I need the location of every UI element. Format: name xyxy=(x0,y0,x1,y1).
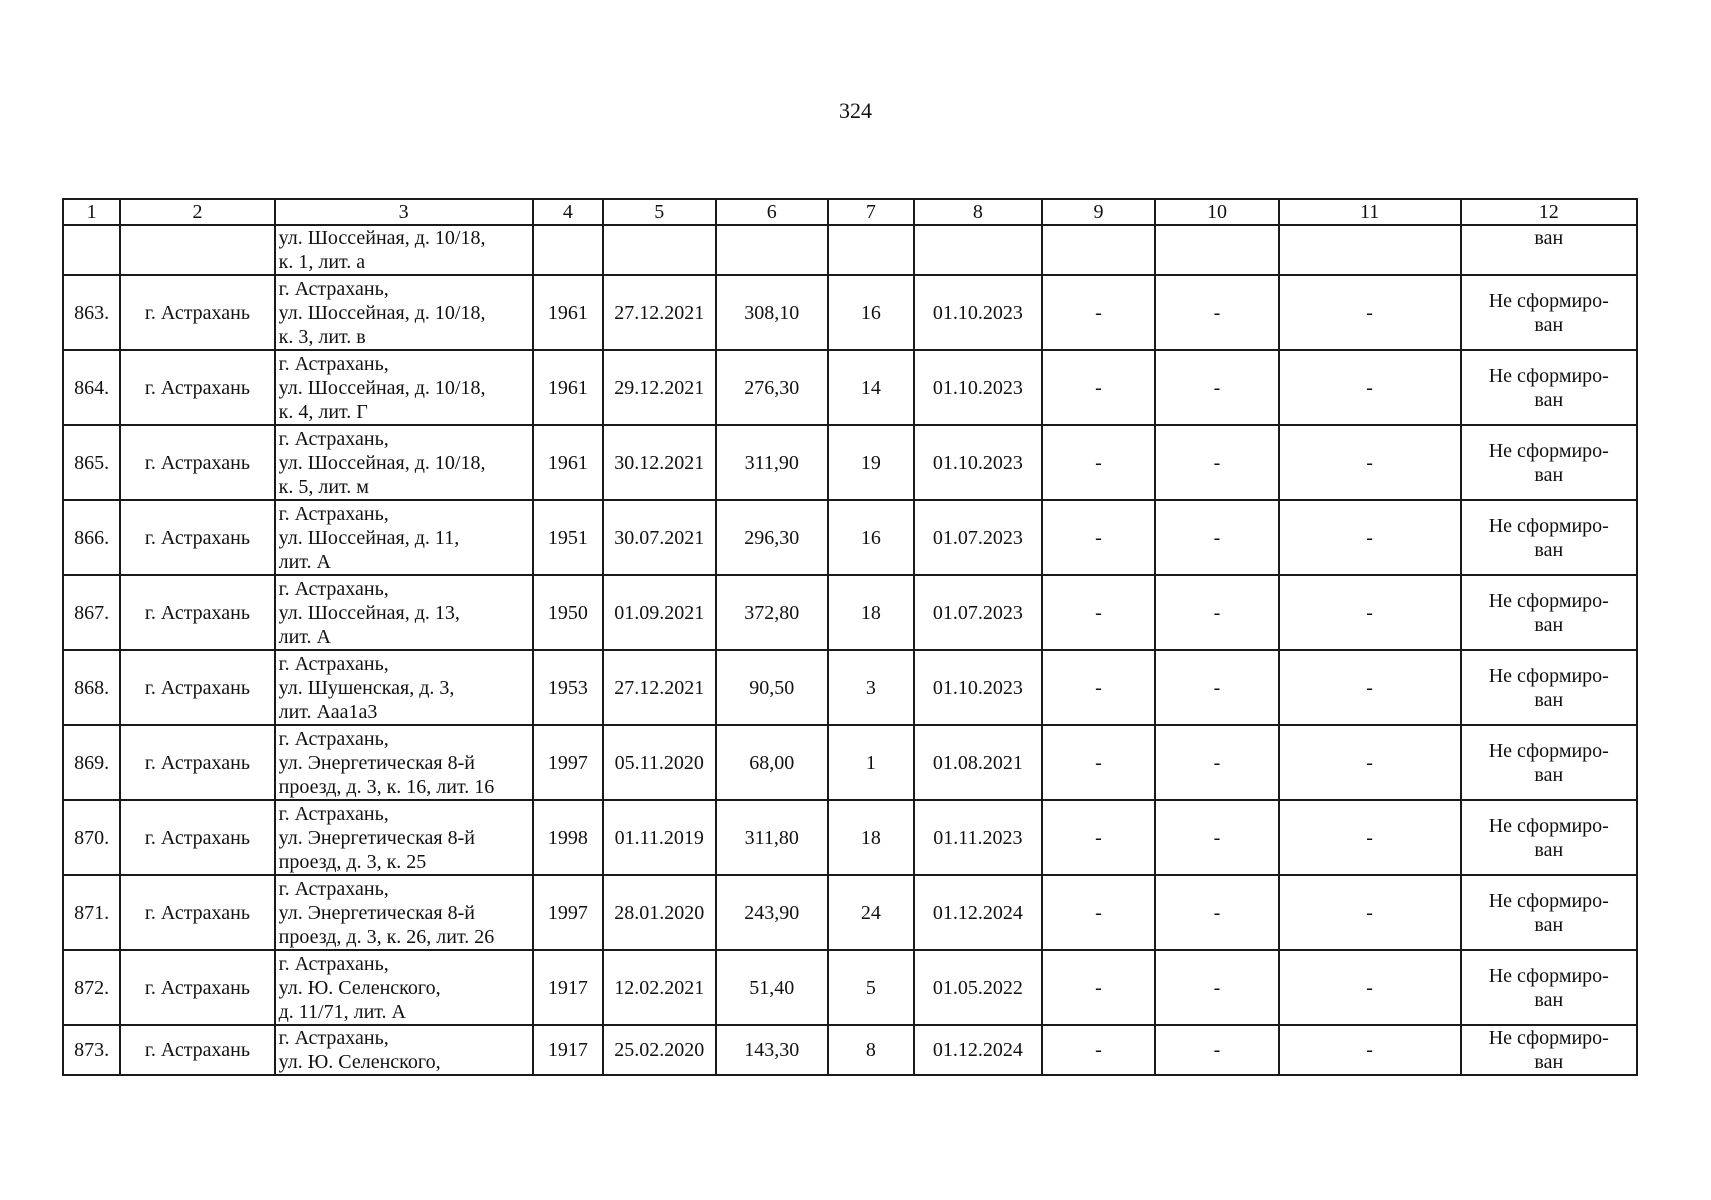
cell-col10: - xyxy=(1155,350,1278,425)
cell-year: 1961 xyxy=(533,350,604,425)
status-line: Не сформиро- xyxy=(1488,1027,1609,1049)
cell-city: г. Астрахань xyxy=(120,425,274,500)
cell-status xyxy=(1461,950,1637,1025)
cell-col10 xyxy=(1155,225,1278,275)
status-line: ван xyxy=(1534,763,1564,786)
table-row xyxy=(63,950,1637,1025)
cell-status xyxy=(1461,500,1637,575)
address-line: г. Астрахань, xyxy=(278,427,389,450)
cell-area: 51,40 xyxy=(716,950,828,1025)
cell-col10: - xyxy=(1155,650,1278,725)
cell-year: 1917 xyxy=(533,950,604,1025)
cell-col9: - xyxy=(1042,425,1156,500)
column-number-2: 2 xyxy=(120,199,274,225)
cell-col11: - xyxy=(1279,950,1461,1025)
cell-status xyxy=(1461,425,1637,500)
cell-status xyxy=(1461,225,1637,275)
cell-num: 864. xyxy=(63,350,120,425)
cell-col11: - xyxy=(1279,500,1461,575)
cell-year: 1917 xyxy=(533,1025,604,1075)
cell-date: 05.11.2020 xyxy=(603,725,715,800)
cell-year: 1951 xyxy=(533,500,604,575)
cell-col10: - xyxy=(1155,950,1278,1025)
cell-col10: - xyxy=(1155,575,1278,650)
cell-city: г. Астрахань xyxy=(120,650,274,725)
status-line: ван xyxy=(1534,838,1564,861)
cell-count: 1 xyxy=(828,725,914,800)
cell-col11: - xyxy=(1279,800,1461,875)
status-line: Не сформиро- xyxy=(1488,289,1609,312)
cell-area: 68,00 xyxy=(716,725,828,800)
cell-col9: - xyxy=(1042,275,1156,350)
cell-city: г. Астрахань xyxy=(120,950,274,1025)
cell-col11: - xyxy=(1279,350,1461,425)
cell-city: г. Астрахань xyxy=(120,575,274,650)
cell-col11: - xyxy=(1279,650,1461,725)
status-line: ван xyxy=(1534,613,1564,636)
cell-col10: - xyxy=(1155,425,1278,500)
cell-date: 30.07.2021 xyxy=(603,500,715,575)
cell-address xyxy=(275,950,533,1025)
cell-area: 143,30 xyxy=(716,1025,828,1075)
status-line: Не сформиро- xyxy=(1488,964,1609,987)
address-line: к. 1, лит. а xyxy=(278,251,366,273)
cell-date: 27.12.2021 xyxy=(603,275,715,350)
address-line: лит. А xyxy=(278,550,331,573)
cell-year: 1997 xyxy=(533,875,604,950)
address-line: г. Астрахань, xyxy=(278,577,389,600)
cell-area: 372,80 xyxy=(716,575,828,650)
cell-col11: - xyxy=(1279,425,1461,500)
cell-address xyxy=(275,875,533,950)
table-row xyxy=(63,425,1637,500)
cell-date: 01.09.2021 xyxy=(603,575,715,650)
cell-num: 863. xyxy=(63,275,120,350)
address-line: ул. Энергетическая 8-й xyxy=(278,901,475,924)
address-line: ул. Ю. Селенского, xyxy=(278,1051,441,1073)
cell-col10: - xyxy=(1155,725,1278,800)
cell-status xyxy=(1461,725,1637,800)
status-line: ван xyxy=(1534,227,1564,249)
cell-date: 01.11.2019 xyxy=(603,800,715,875)
column-number-8: 8 xyxy=(914,199,1042,225)
cell-status xyxy=(1461,800,1637,875)
cell-status xyxy=(1461,575,1637,650)
cell-col9: - xyxy=(1042,725,1156,800)
table-row xyxy=(63,800,1637,875)
cell-date: 12.02.2021 xyxy=(603,950,715,1025)
column-number-11: 11 xyxy=(1279,199,1461,225)
cell-col9: - xyxy=(1042,950,1156,1025)
address-line: ул. Энергетическая 8-й xyxy=(278,751,475,774)
address-line: г. Астрахань, xyxy=(278,802,389,825)
status-line: Не сформиро- xyxy=(1488,364,1609,387)
cell-city: г. Астрахань xyxy=(120,350,274,425)
cell-col9: - xyxy=(1042,350,1156,425)
cell-area: 296,30 xyxy=(716,500,828,575)
cell-count: 16 xyxy=(828,500,914,575)
status-line: Не сформиро- xyxy=(1488,439,1609,462)
address-line: ул. Энергетическая 8-й xyxy=(278,826,475,849)
cell-address xyxy=(275,650,533,725)
cell-num: 867. xyxy=(63,575,120,650)
cell-col11: - xyxy=(1279,275,1461,350)
table-row xyxy=(63,575,1637,650)
column-number-7: 7 xyxy=(828,199,914,225)
address-line: проезд, д. 3, к. 26, лит. 26 xyxy=(278,925,495,948)
cell-deadline: 01.10.2023 xyxy=(914,275,1042,350)
address-line: ул. Шоссейная, д. 11, xyxy=(278,526,460,549)
status-line: ван xyxy=(1534,988,1564,1011)
address-line: проезд, д. 3, к. 25 xyxy=(278,850,427,873)
cell-city: г. Астрахань xyxy=(120,725,274,800)
cell-address xyxy=(275,725,533,800)
cell-num xyxy=(63,225,120,275)
cell-col9: - xyxy=(1042,875,1156,950)
cell-city: г. Астрахань xyxy=(120,500,274,575)
cell-col11: - xyxy=(1279,725,1461,800)
status-line: ван xyxy=(1534,1051,1564,1073)
table-row xyxy=(63,275,1637,350)
cell-date: 27.12.2021 xyxy=(603,650,715,725)
cell-num: 871. xyxy=(63,875,120,950)
address-line: г. Астрахань, xyxy=(278,352,389,375)
cell-col10: - xyxy=(1155,500,1278,575)
address-line: проезд, д. 3, к. 16, лит. 16 xyxy=(278,775,495,798)
cell-address xyxy=(275,275,533,350)
status-line: Не сформиро- xyxy=(1488,514,1609,537)
status-line: Не сформиро- xyxy=(1488,664,1609,687)
cell-num: 866. xyxy=(63,500,120,575)
cell-year: 1961 xyxy=(533,425,604,500)
cell-deadline: 01.10.2023 xyxy=(914,650,1042,725)
cell-col11: - xyxy=(1279,575,1461,650)
column-number-10: 10 xyxy=(1155,199,1278,225)
address-line: к. 3, лит. в xyxy=(278,325,366,348)
cell-count: 16 xyxy=(828,275,914,350)
cell-deadline: 01.11.2023 xyxy=(914,800,1042,875)
column-number-row xyxy=(63,199,1637,225)
cell-count: 5 xyxy=(828,950,914,1025)
cell-year: 1953 xyxy=(533,650,604,725)
address-line: ул. Шоссейная, д. 13, xyxy=(278,601,460,624)
address-line: ул. Шоссейная, д. 10/18, xyxy=(278,227,486,249)
column-number-4: 4 xyxy=(533,199,604,225)
cell-area: 311,90 xyxy=(716,425,828,500)
cell-count: 3 xyxy=(828,650,914,725)
page-number: 324 xyxy=(839,98,872,123)
table-body xyxy=(63,225,1637,1075)
cell-area: 90,50 xyxy=(716,650,828,725)
cell-status xyxy=(1461,275,1637,350)
address-line: ул. Шоссейная, д. 10/18, xyxy=(278,301,486,324)
cell-col9: - xyxy=(1042,575,1156,650)
cell-col10: - xyxy=(1155,275,1278,350)
status-line: ван xyxy=(1534,688,1564,711)
cell-address xyxy=(275,425,533,500)
address-line: г. Астрахань, xyxy=(278,952,389,975)
registry-table xyxy=(62,198,1638,1076)
cell-area xyxy=(716,225,828,275)
table-row xyxy=(63,350,1637,425)
cell-city: г. Астрахань xyxy=(120,1025,274,1075)
continuation-row xyxy=(63,225,1637,275)
column-number-5: 5 xyxy=(603,199,715,225)
cell-col10: - xyxy=(1155,800,1278,875)
address-line: г. Астрахань, xyxy=(278,727,389,750)
cell-address xyxy=(275,800,533,875)
cell-deadline xyxy=(914,225,1042,275)
cell-date xyxy=(603,225,715,275)
cell-count: 14 xyxy=(828,350,914,425)
address-line: ул. Шоссейная, д. 10/18, xyxy=(278,376,486,399)
cell-address xyxy=(275,575,533,650)
cell-num: 870. xyxy=(63,800,120,875)
table-row xyxy=(63,650,1637,725)
status-line: ван xyxy=(1534,463,1564,486)
cell-num: 868. xyxy=(63,650,120,725)
address-line: д. 11/71, лит. А xyxy=(278,1000,406,1023)
cell-year: 1998 xyxy=(533,800,604,875)
status-line: ван xyxy=(1534,538,1564,561)
status-line: Не сформиро- xyxy=(1488,889,1609,912)
column-number-6: 6 xyxy=(716,199,828,225)
cell-count: 19 xyxy=(828,425,914,500)
cell-deadline: 01.07.2023 xyxy=(914,575,1042,650)
cell-status xyxy=(1461,350,1637,425)
cell-col9: - xyxy=(1042,650,1156,725)
cell-num: 869. xyxy=(63,725,120,800)
cell-area: 276,30 xyxy=(716,350,828,425)
cell-count: 18 xyxy=(828,575,914,650)
address-line: лит. А xyxy=(278,625,331,648)
cell-address xyxy=(275,350,533,425)
cell-date: 25.02.2020 xyxy=(603,1025,715,1075)
address-line: г. Астрахань, xyxy=(278,877,389,900)
cell-date: 28.01.2020 xyxy=(603,875,715,950)
address-line: лит. Ааа1а3 xyxy=(278,700,378,723)
cell-area: 308,10 xyxy=(716,275,828,350)
cell-count: 8 xyxy=(828,1025,914,1075)
cell-col11 xyxy=(1279,225,1461,275)
cell-deadline: 01.07.2023 xyxy=(914,500,1042,575)
status-line: Не сформиро- xyxy=(1488,739,1609,762)
status-line: Не сформиро- xyxy=(1488,589,1609,612)
cell-col9: - xyxy=(1042,1025,1156,1075)
cell-num: 872. xyxy=(63,950,120,1025)
cell-address xyxy=(275,500,533,575)
cell-city: г. Астрахань xyxy=(120,275,274,350)
address-line: г. Астрахань, xyxy=(278,652,389,675)
cell-date: 29.12.2021 xyxy=(603,350,715,425)
cell-col11: - xyxy=(1279,1025,1461,1075)
cell-col9: - xyxy=(1042,500,1156,575)
cell-city: г. Астрахань xyxy=(120,800,274,875)
address-line: г. Астрахань, xyxy=(278,1027,389,1049)
status-line: ван xyxy=(1534,913,1564,936)
cell-deadline: 01.12.2024 xyxy=(914,1025,1042,1075)
status-line: Не сформиро- xyxy=(1488,814,1609,837)
cell-deadline: 01.12.2024 xyxy=(914,875,1042,950)
column-number-9: 9 xyxy=(1042,199,1156,225)
cell-count: 18 xyxy=(828,800,914,875)
cell-col9 xyxy=(1042,225,1156,275)
cell-address xyxy=(275,1025,533,1075)
cell-count xyxy=(828,225,914,275)
table-row xyxy=(63,725,1637,800)
cell-area: 311,80 xyxy=(716,800,828,875)
address-line: г. Астрахань, xyxy=(278,502,389,525)
status-line: ван xyxy=(1534,388,1564,411)
address-line: к. 4, лит. Г xyxy=(278,400,368,423)
cell-deadline: 01.10.2023 xyxy=(914,425,1042,500)
cell-deadline: 01.05.2022 xyxy=(914,950,1042,1025)
cell-city: г. Астрахань xyxy=(120,875,274,950)
cell-col10: - xyxy=(1155,875,1278,950)
table-row xyxy=(63,500,1637,575)
cell-year xyxy=(533,225,604,275)
address-line: к. 5, лит. м xyxy=(278,475,369,498)
cell-col11: - xyxy=(1279,875,1461,950)
cell-year: 1997 xyxy=(533,725,604,800)
cell-deadline: 01.08.2021 xyxy=(914,725,1042,800)
cell-year: 1961 xyxy=(533,275,604,350)
cell-deadline: 01.10.2023 xyxy=(914,350,1042,425)
address-line: г. Астрахань, xyxy=(278,277,389,300)
column-number-1: 1 xyxy=(63,199,120,225)
column-number-3: 3 xyxy=(275,199,533,225)
cell-num: 873. xyxy=(63,1025,120,1075)
cell-address xyxy=(275,225,533,275)
address-line: ул. Шоссейная, д. 10/18, xyxy=(278,451,486,474)
cell-col9: - xyxy=(1042,800,1156,875)
address-line: ул. Шушенская, д. 3, xyxy=(278,676,455,699)
table-row xyxy=(63,875,1637,950)
cell-year: 1950 xyxy=(533,575,604,650)
table-row xyxy=(63,1025,1637,1075)
cell-date: 30.12.2021 xyxy=(603,425,715,500)
cell-status xyxy=(1461,1025,1637,1075)
cell-city xyxy=(120,225,274,275)
cell-status xyxy=(1461,875,1637,950)
cell-status xyxy=(1461,650,1637,725)
cell-count: 24 xyxy=(828,875,914,950)
cell-area: 243,90 xyxy=(716,875,828,950)
cell-num: 865. xyxy=(63,425,120,500)
address-line: ул. Ю. Селенского, xyxy=(278,976,441,999)
status-line: ван xyxy=(1534,313,1564,336)
column-number-12: 12 xyxy=(1461,199,1637,225)
cell-col10: - xyxy=(1155,1025,1278,1075)
